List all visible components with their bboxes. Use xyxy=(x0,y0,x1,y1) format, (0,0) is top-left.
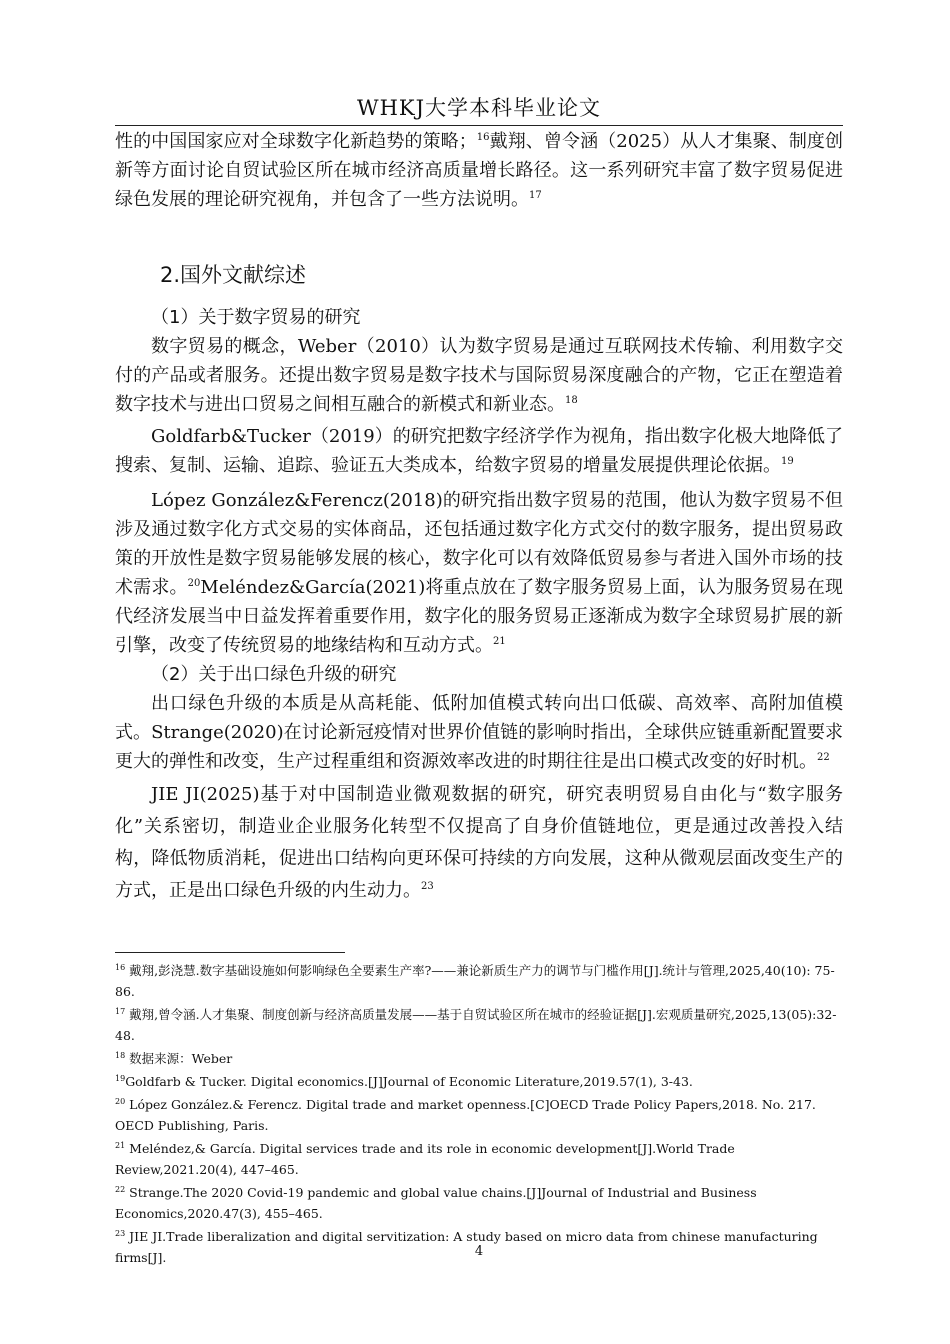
footnote-number: 16 xyxy=(115,962,126,972)
footnote-number: 22 xyxy=(115,1184,126,1194)
footnote-number: 21 xyxy=(115,1140,126,1150)
footnote-text: 戴翔,曾令涵.人才集聚、制度创新与经济高质量发展——基于自贸试验区所在城市的经验证据[J].宏观质量研究,2025,13(05):32-48. xyxy=(115,1007,837,1043)
footnote-number: 23 xyxy=(115,1228,126,1238)
intro-paragraph xyxy=(115,127,843,214)
footnote-22 xyxy=(115,1182,843,1224)
section-heading: 2.国外文献综述 xyxy=(160,263,307,287)
footnote-text: 戴翔,彭浇慧.数字基础设施如何影响绿色全要素生产率?——兼论新质生产力的调节与门槛作用[J].统计与管理,2025,40(10): 75-86. xyxy=(115,963,835,999)
footnote-ref-17[interactable]: 17 xyxy=(529,190,542,201)
running-header: WHKJ大学本科毕业论文 xyxy=(356,96,601,120)
subsection-heading-export-green: （2）关于出口绿色升级的研究 xyxy=(151,664,397,685)
paragraph-jie-ji xyxy=(115,779,843,907)
paragraph-goldfarb xyxy=(115,422,843,480)
footnote-text: Goldfarb & Tucker. Digital economics.[J]Journal of Economic Literature,2019.57(1), 3-43. xyxy=(125,1074,693,1089)
footnote-20 xyxy=(115,1094,843,1136)
footnote-ref-20[interactable]: 20 xyxy=(187,578,201,589)
paragraph-text: JIE JI(2025)基于对中国制造业微观数据的研究，研究表明贸易自由化与“数字服务化”关系密切，制造业企业服务化转型不仅提高了自身价值链地位，更是通过改善投入结构，降低物质消耗，促进出口结构向更环保可持续的方向发展，这种从微观层面改变生产的方式，正是出口绿色升级的内生动力。 xyxy=(115,784,843,901)
footnote-ref-21[interactable]: 21 xyxy=(493,636,506,647)
page-number: 4 xyxy=(474,1244,484,1259)
footnote-number: 17 xyxy=(115,1006,126,1016)
footnote-ref-19[interactable]: 19 xyxy=(781,456,794,467)
footnote-16 xyxy=(115,960,843,1002)
footnote-ref-23[interactable]: 23 xyxy=(421,881,434,892)
footnote-21 xyxy=(115,1138,843,1180)
footnote-17 xyxy=(115,1004,843,1046)
paragraph-text: 出口绿色升级的本质是从高耗能、低附加值模式转向出口低碳、高效率、高附加值模式。Strange(2020)在讨论新冠疫情对世界价值链的影响时指出，全球供应链重新配置要求更大的弹性和改变，生产过程重组和资源效率改进的时期往往是出口模式改变的好时机。 xyxy=(115,693,843,772)
body-text xyxy=(115,127,843,907)
footnote-separator xyxy=(115,952,345,953)
footnote-number: 18 xyxy=(115,1050,126,1060)
footnote-ref-16[interactable]: 16 xyxy=(476,132,490,143)
footnote-ref-22[interactable]: 22 xyxy=(817,752,830,763)
paragraph-text-part1: López González&Ferencz(2018)的研究指出数字贸易的范围，他认为数字贸易不但涉及通过数字化方式交易的实体商品，还包括通过数字化方式交付的数字服务，提出贸易政策的开放性是数字贸易能够发展的核心，数字化可以有效降低贸易参与者进入国外市场的技术需求。 xyxy=(115,490,843,598)
paragraph-strange xyxy=(115,689,843,776)
intro-text-part1: 性的中国国家应对全球数字化新趋势的策略； xyxy=(115,131,477,152)
footnote-18 xyxy=(115,1048,843,1069)
paragraph-lopez-gonzalez xyxy=(115,486,843,660)
header-rule xyxy=(115,125,843,126)
footnote-text: López González.& Ferencz. Digital trade and market openness.[C]OECD Trade Policy Papers,2018. No. 217. OECD Publishing, Paris. xyxy=(115,1097,816,1133)
footnote-text: 数据来源：Weber xyxy=(125,1051,233,1066)
footnote-text: Meléndez,& García. Digital services trade and its role in economic development[J].World Trade Review,2021.20(4), 447–465. xyxy=(115,1141,735,1177)
subsection-heading-digital-trade: （1）关于数字贸易的研究 xyxy=(151,307,361,328)
paragraph-text-part2: Meléndez&García(2021)将重点放在了数字服务贸易上面，认为服务贸易在现代经济发展当中日益发挥着重要作用，数字化的服务贸易正逐渐成为数字全球贸易扩展的新引擎，改变了传统贸易的地缘结构和互动方式。 xyxy=(115,577,844,656)
footnote-text: JIE JI.Trade liberalization and digital servitization: A study based on micro data from chinese manufacturing firms[J]. xyxy=(115,1229,818,1265)
paragraph-text: 数字贸易的概念，Weber（2010）认为数字贸易是通过互联网技术传输、利用数字交付的产品或者服务。还提出数字贸易是数字技术与国际贸易深度融合的产物，它正在塑造着数字技术与进出口贸易之间相互融合的新模式和新业态。 xyxy=(115,336,843,415)
footnotes xyxy=(115,960,843,1270)
footnote-number: 19 xyxy=(115,1073,126,1083)
paragraph-weber xyxy=(115,332,843,419)
footnote-ref-18[interactable]: 18 xyxy=(565,395,578,406)
footnote-19 xyxy=(115,1071,843,1092)
footnote-number: 20 xyxy=(115,1096,126,1106)
footnote-text: Strange.The 2020 Covid-19 pandemic and global value chains.[J]Journal of Industrial and Business Economics,2020.47(3), 455–465. xyxy=(115,1185,757,1221)
paragraph-text: Goldfarb&Tucker（2019）的研究把数字经济学作为视角，指出数字化极大地降低了搜索、复制、运输、追踪、验证五大类成本，给数字贸易的增量发展提供理论依据。 xyxy=(115,426,843,476)
intro-text-part2: 戴翔、曾令涵（2025）从人才集聚、制度创新等方面讨论自贸试验区所在城市经济高质量增长路径。这一系列研究丰富了数字贸易促进绿色发展的理论研究视角，并包含了一些方法说明。 xyxy=(115,131,844,210)
